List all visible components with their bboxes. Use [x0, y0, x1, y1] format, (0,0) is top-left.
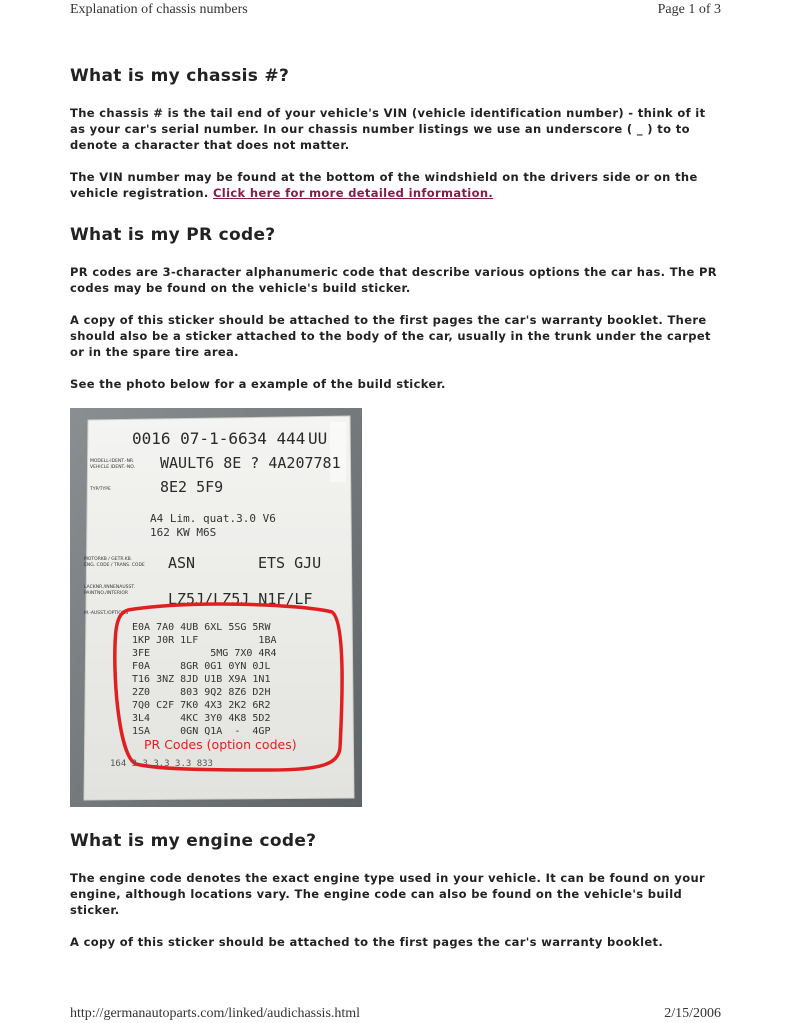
sticker-model-line: A4 Lim. quat.3.0 V6 — [150, 512, 276, 525]
sticker-label-paint: LACKNR./INNENAUSST. — [84, 585, 135, 590]
sticker-label-model: MODELL-IDENT.-NR. — [90, 459, 135, 464]
sticker-kw-line: 162 KW M6S — [150, 526, 217, 539]
page-number: Page 1 of 3 — [657, 2, 721, 17]
vin-location-text: The VIN number may be found at the bottom of the windshield on the drivers side or on the vehicle registration. — [70, 170, 698, 200]
pr-code-row: 1KP J0R 1LF 1BA — [132, 635, 277, 646]
pr-code-row: E0A 7A0 4UB 6XL 5SG 5RW — [132, 622, 271, 633]
sticker-label-paint2: PAINTNO./INTERIOR — [84, 591, 129, 596]
sticker-bottom-line: 164 3.3 3.3 3.3 833 — [110, 759, 213, 769]
sticker-label-options: M.-AUSST./OPTIONS — [84, 611, 129, 616]
pr-paragraph-2: A copy of this sticker should be attached to the first pages the car's warranty booklet. There should also be a sticker attached to the body of the car, usually in the trunk under the carpet or in the spare tire area. — [70, 313, 711, 359]
sticker-paint-code: LZ5J/LZ5J N1F/LF — [168, 590, 313, 608]
document-title: Explanation of chassis numbers — [70, 2, 248, 17]
chassis-paragraph-1: The chassis # is the tail end of your vehicle's VIN (vehicle identification number) - think of it as your car's serial number. In our chassis number listings we use an underscore ( _ ) to to denote a character that does not matter. — [70, 106, 706, 152]
sticker-type-code: 8E2 5F9 — [160, 478, 224, 496]
page-footer — [70, 1006, 721, 1022]
sticker-label-vehicle: VEHICLE IDENT.-NO. — [90, 465, 135, 470]
pr-heading: What is my PR code? — [70, 225, 276, 245]
pr-code-row: 7Q0 C2F 7K0 4X3 2K2 6R2 — [132, 700, 271, 711]
sticker-engine-code: ASN — [168, 554, 196, 572]
chassis-paragraph-2 — [70, 169, 725, 201]
chassis-heading: What is my chassis #? — [70, 66, 290, 86]
page-header — [70, 2, 721, 18]
footer-date: 2/15/2006 — [664, 1006, 721, 1021]
sticker-vin: WAULT6 8E ? 4A207781 — [160, 454, 341, 472]
pr-code-row: 3FE 5MG 7X0 4R4 — [132, 648, 277, 659]
sticker-label-type: TYP/TYPE — [90, 487, 111, 492]
footer-url: http://germanautoparts.com/linked/audichassis.html — [70, 1006, 361, 1021]
sticker-top-right: UU — [308, 429, 328, 448]
pr-code-rows — [132, 622, 277, 737]
sticker-annotation: PR Codes (option codes) — [144, 737, 297, 752]
sticker-trans-code: ETS GJU — [258, 554, 322, 572]
sticker-top-line: 0016 07-1-6634 444 — [132, 429, 306, 448]
main-content — [70, 66, 725, 966]
engine-paragraph-1: The engine code denotes the exact engine type used in your vehicle. It can be found on your engine, although locations vary. The engine code can also be found on the vehicle's build sticker. — [70, 871, 706, 917]
sticker-label-engine2: ENG. CODE / TRANS. CODE — [84, 563, 145, 568]
engine-heading: What is my engine code? — [70, 831, 317, 851]
pr-code-row: 1SA 0GN Q1A - 4GP — [132, 726, 271, 737]
pr-paragraph-3: See the photo below for a example of the build sticker. — [70, 377, 446, 391]
pr-paragraph-1: PR codes are 3-character alphanumeric code that describe various options the car has. The PR codes may be found on the vehicle's build sticker. — [70, 265, 717, 295]
build-sticker-photo — [70, 408, 362, 807]
pr-code-row: 3L4 4KC 3Y0 4K8 5D2 — [132, 713, 271, 724]
pr-code-row: T16 3NZ 8JD U1B X9A 1N1 — [132, 674, 271, 685]
engine-paragraph-2: A copy of this sticker should be attached to the first pages the car's warranty booklet. — [70, 935, 664, 949]
pr-code-row: 2Z0 803 9Q2 8Z6 D2H — [132, 687, 271, 698]
pr-code-row: F0A 8GR 0G1 0YN 0JL — [132, 661, 271, 672]
more-info-link[interactable]: Click here for more detailed information. — [213, 186, 494, 200]
sticker-label-engine: MOTORKB / GETR.KB. — [84, 557, 133, 562]
